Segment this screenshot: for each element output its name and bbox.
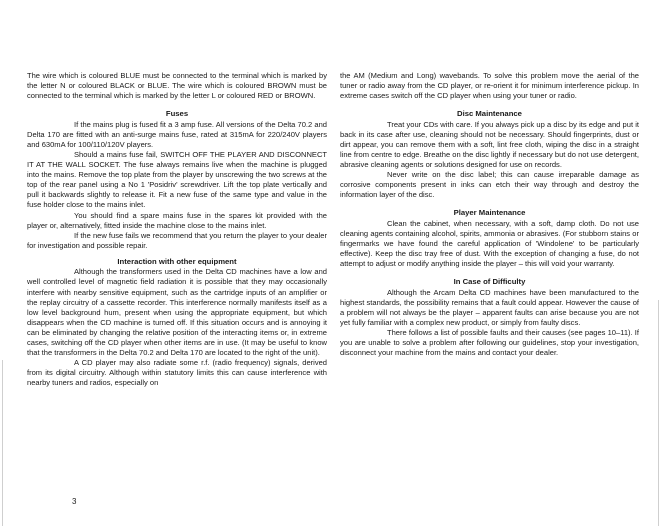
right-column [340,71,639,358]
scan-edge-left [2,360,3,526]
am-continuation-paragraph: the AM (Medium and Long) wavebands. To solve this problem move the aerial of the tuner or radio away from the CD player, or re-orient it for minimum interference pickup. In extreme cases switch off the CD player when using your tuner or radio. [340,71,639,101]
disc-maintenance-heading: Disc Maintenance [457,109,522,119]
disc-maintenance-paragraph-2: Never write on the disc label; this can cause irreparable damage as corrosive components present in inks can etch their way through and destroy the information layer of the disc. [340,170,639,200]
intro-paragraph: The wire which is coloured BLUE must be connected to the terminal which is marked by the letter N or coloured BLACK or BLUE. The wire which is coloured BROWN must be connected to the terminal which is marked by the letter L or coloured RED or BROWN. [27,71,327,101]
left-column [27,71,327,388]
difficulty-paragraph-2: There follows a list of possible faults and their causes (see pages 10–11). If you are unable to solve a problem after following our guidelines, stop your investigation, disconnect your machine from the mains and contact your dealer. [340,328,639,358]
page-number: 3 [72,497,77,506]
fuses-heading: Fuses [165,109,189,119]
fuses-paragraph-4: If the new fuse fails we recommend that you return the player to your dealer for investigation and possible repair. [27,230,327,250]
fuses-paragraph-2: Should a mains fuse fail, SWITCH OFF THE PLAYER AND DISCONNECT IT AT THE WALL SOCKET. The fuse always remains live when the machine is plugged into the mains. Remove the top plate from the player by unscrewing the two screws at the top of the rear panel using a No 1 'Posidriv' screwdriver. Lift the top plate vertically and pull it backwards slightly to release it. Fit a new fuse of the same type and value in the fuse holder close to the mains inlet. [27,149,327,210]
difficulty-heading: In Case of Difficulty [453,277,526,287]
disc-maintenance-paragraph-1: Treat your CDs with care. If you always pick up a disc by its edge and put it back in its case after use, cleaning should not be necessary. Should fingerprints, dust or dirt appear, you can remove them with a soft, lint free cloth, wiping the disc in a straight line from centre to edge. Breathe on the disc lightly if necessary but do not use detergent, abrasive cleaning agents or solutions designed for use on records. [340,119,639,170]
interaction-heading: Interaction with other equipment [117,256,237,266]
interaction-paragraph-2: A CD player may also radiate some r.f. (radio frequency) signals, derived from its digital circuitry. Although within statutory limits this can cause interference with nearby tuners and radios, especially on [27,358,327,388]
player-maintenance-heading: Player Maintenance [453,208,526,218]
scan-edge-right [658,300,659,526]
difficulty-paragraph-1: Although the Arcam Delta CD machines have been manufactured to the highest standards, the possibility remains that a fault could appear. However the cause of a problem will not always be the player – apparent faults can arise because you are not yet fully familiar with a complex new product, or simply from faulty discs. [340,287,639,327]
interaction-paragraph-1: Although the transformers used in the Delta CD machines have a low and well controlled level of magnetic field radiation it is possible that they may occasionally interfere with nearby sensitive equipment, such as the cartridge inputs of an amplifier or the replay circuitry of a cassette recorder. This interference normally manifests itself as a low level background hum, present when using the appropriate equipment, but which disappears when the CD machine is turned off. If this situation occurs and is annoying it can be eliminated by changing the relative position of the interacting items or, in extreme cases, switching off the CD player when other items are in use. (It may be useful to know that the transformers in the Delta 70.2 and Delta 170 are located to the right of the unit). [27,267,327,358]
player-maintenance-paragraph: Clean the cabinet, when necessary, with a soft, damp cloth. Do not use cleaning agents containing alcohol, spirits, ammonia or abrasives. (For stubborn stains or fingermarks we have found the careful application of 'Windolene' to be particularly effective). Keep the disc tray free of dust. With the exception of changing a fuse, do not attempt to adjust or modify anything inside the player – this will void your warranty. [340,218,639,269]
fuses-paragraph-1: If the mains plug is fused fit a 3 amp fuse. All versions of the Delta 70.2 and Delta 170 are fitted with an anti-surge mains fuse, rated at 315mA for 220/240V players and 630mA for 100/110/120V players. [27,119,327,149]
fuses-paragraph-3: You should find a spare mains fuse in the spares kit provided with the player or, alternatively, fitted inside the machine close to the mains inlet. [27,210,327,230]
